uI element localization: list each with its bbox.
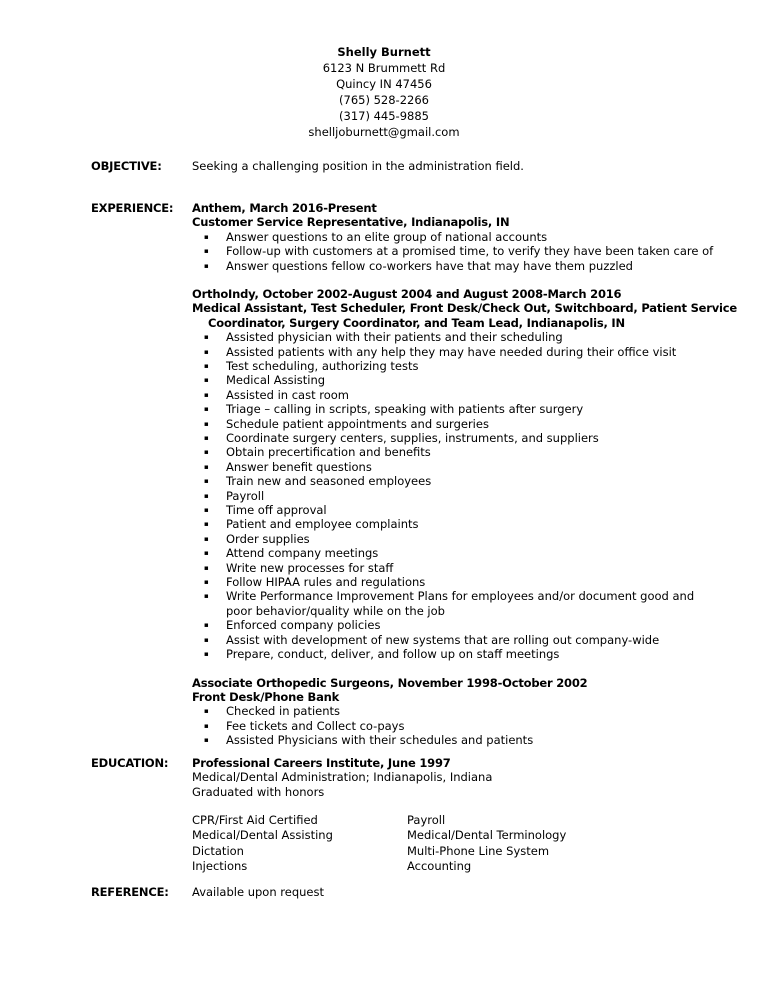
duty-text: Enforced company policies xyxy=(226,618,381,633)
duty-item xyxy=(192,359,712,373)
duty-text: Checked in patients xyxy=(226,704,341,719)
job-entry xyxy=(192,201,712,273)
bullet-icon: ▪ xyxy=(204,592,209,601)
duty-item xyxy=(192,259,712,273)
bullet-icon: ▪ xyxy=(204,361,209,370)
duty-text: Follow-up with customers at a promised time, to verify they have been taken care of xyxy=(226,244,714,259)
bullet-icon: ▪ xyxy=(204,707,209,716)
duty-text: Coordinate surgery centers, supplies, instruments, and suppliers xyxy=(226,431,599,446)
bullet-icon: ▪ xyxy=(204,563,209,572)
bullet-icon: ▪ xyxy=(204,477,209,486)
job-title: Medical Assistant, Test Scheduler, Front Desk/Check Out, Switchboard, Patient Service xyxy=(192,301,737,316)
phone-1: (765) 528-2266 xyxy=(339,93,429,107)
duty-item xyxy=(192,733,712,747)
duty-text: Answer questions to an elite group of national accounts xyxy=(226,229,548,244)
duty-text: Order supplies xyxy=(226,531,310,546)
bullet-icon: ▪ xyxy=(204,247,209,256)
job-entry xyxy=(192,287,737,662)
duty-item xyxy=(192,460,712,474)
job-duties-list xyxy=(192,330,712,661)
skill-item: Multi-Phone Line System xyxy=(407,843,550,858)
bullet-icon: ▪ xyxy=(204,462,209,471)
duty-item xyxy=(192,431,712,445)
skill-item: Medical/Dental Assisting xyxy=(192,828,333,843)
address-line-1: 6123 N Brummett Rd xyxy=(322,61,446,75)
skill-item: Dictation xyxy=(192,843,244,858)
applicant-name: Shelly Burnett xyxy=(337,45,431,59)
duty-text: Assisted patients with any help they may have needed during their office visit xyxy=(226,344,677,359)
duty-item xyxy=(192,704,712,718)
objective-section xyxy=(192,159,712,173)
duty-item xyxy=(192,373,712,387)
reference-label: REFERENCE: xyxy=(91,885,169,899)
objective-label: OBJECTIVE: xyxy=(91,159,162,173)
duty-text: Obtain precertification and benefits xyxy=(226,445,431,460)
duty-item xyxy=(192,402,712,416)
skill-item: CPR/First Aid Certified xyxy=(192,813,318,827)
skill-item: Injections xyxy=(192,859,248,874)
education-label: EDUCATION: xyxy=(91,756,169,770)
bullet-icon: ▪ xyxy=(204,448,209,457)
bullet-icon: ▪ xyxy=(204,635,209,644)
duty-item xyxy=(192,474,712,488)
experience-section xyxy=(192,201,737,748)
duty-text: Train new and seasoned employees xyxy=(226,474,432,489)
duty-text: Medical Assisting xyxy=(226,373,326,388)
bullet-icon: ▪ xyxy=(204,232,209,241)
duty-item xyxy=(192,618,712,632)
duty-item xyxy=(192,489,712,503)
job-duties-list xyxy=(192,230,712,273)
honors: Graduated with honors xyxy=(192,784,325,799)
duty-item xyxy=(192,589,706,618)
duty-item xyxy=(192,445,712,459)
duty-text: Attend company meetings xyxy=(226,546,379,561)
duty-item xyxy=(192,647,712,661)
bullet-icon: ▪ xyxy=(204,333,209,342)
bullet-icon: ▪ xyxy=(204,549,209,558)
reference-section xyxy=(192,885,712,899)
skills-row xyxy=(192,828,592,843)
duty-item xyxy=(192,503,712,517)
duty-item xyxy=(192,517,712,531)
bullet-icon: ▪ xyxy=(204,621,209,630)
duty-text: Write Performance Improvement Plans for employees and/or document good and poor behavior/quality while on the job xyxy=(226,589,695,618)
job-title: Customer Service Representative, Indianapolis, IN xyxy=(192,215,510,230)
duty-item xyxy=(192,561,712,575)
bullet-icon: ▪ xyxy=(204,506,209,515)
bullet-icon: ▪ xyxy=(204,261,209,270)
bullet-icon: ▪ xyxy=(204,736,209,745)
bullet-icon: ▪ xyxy=(204,376,209,385)
duty-text: Assisted in cast room xyxy=(226,387,349,402)
duty-item xyxy=(192,532,712,546)
skills-row xyxy=(192,844,592,859)
duty-text: Write new processes for staff xyxy=(226,560,394,575)
duty-item xyxy=(192,345,712,359)
duty-text: Prepare, conduct, deliver, and follow up on staff meetings xyxy=(226,647,560,662)
duty-text: Schedule patient appointments and surgeries xyxy=(226,416,489,431)
duty-item xyxy=(192,417,712,431)
bullet-icon: ▪ xyxy=(204,390,209,399)
duty-text: Fee tickets and Collect co-pays xyxy=(226,718,405,733)
duty-text: Patient and employee complaints xyxy=(226,517,419,532)
duty-item xyxy=(192,633,712,647)
job-duties-list xyxy=(192,704,712,747)
skills-row xyxy=(192,859,592,874)
job-employer: OrthoIndy, October 2002-August 2004 and August 2008-March 2016 xyxy=(192,287,622,301)
duty-text: Assisted Physicians with their schedules and patients xyxy=(226,733,534,748)
skills-row xyxy=(192,813,592,828)
bullet-icon: ▪ xyxy=(204,405,209,414)
contact-header xyxy=(0,44,768,140)
duty-item xyxy=(192,575,712,589)
skills-grid xyxy=(192,813,592,875)
phone-2: (317) 445-9885 xyxy=(339,109,429,123)
duty-item xyxy=(192,546,712,560)
job-entry xyxy=(192,676,712,748)
duty-text: Follow HIPAA rules and regulations xyxy=(226,575,426,590)
skill-item: Medical/Dental Terminology xyxy=(407,828,567,843)
duty-item xyxy=(192,244,712,258)
duty-text: Assist with development of new systems that are rolling out company-wide xyxy=(226,632,660,647)
school-name: Professional Careers Institute, June 1997 xyxy=(192,756,451,770)
email: shelljoburnett@gmail.com xyxy=(308,125,460,139)
bullet-icon: ▪ xyxy=(204,347,209,356)
skill-item: Payroll xyxy=(407,813,446,827)
duty-text: Time off approval xyxy=(226,503,327,518)
duty-text: Payroll xyxy=(226,488,265,503)
duty-text: Answer benefit questions xyxy=(226,459,372,474)
job-employer: Anthem, March 2016-Present xyxy=(192,201,377,215)
job-employer: Associate Orthopedic Surgeons, November 1998-October 2002 xyxy=(192,675,588,690)
duty-item xyxy=(192,388,712,402)
duty-item xyxy=(192,330,712,344)
bullet-icon: ▪ xyxy=(204,534,209,543)
duty-text: Answer questions fellow co-workers have that may have them puzzled xyxy=(226,258,633,273)
experience-label: EXPERIENCE: xyxy=(91,201,174,215)
duty-text: Triage – calling in scripts, speaking with patients after surgery xyxy=(226,402,584,417)
objective-text: Seeking a challenging position in the administration field. xyxy=(192,159,524,173)
duty-text: Assisted physician with their patients and their scheduling xyxy=(226,330,563,345)
duty-item xyxy=(192,230,712,244)
skill-item: Accounting xyxy=(407,859,472,874)
reference-text: Available upon request xyxy=(192,885,324,899)
duty-item xyxy=(192,719,712,733)
job-title: Coordinator, Surgery Coordinator, and Team Lead, Indianapolis, IN xyxy=(208,315,625,330)
bullet-icon: ▪ xyxy=(204,419,209,428)
bullet-icon: ▪ xyxy=(204,491,209,500)
bullet-icon: ▪ xyxy=(204,650,209,659)
education-section xyxy=(192,756,712,799)
bullet-icon: ▪ xyxy=(204,434,209,443)
bullet-icon: ▪ xyxy=(204,721,209,730)
bullet-icon: ▪ xyxy=(204,578,209,587)
duty-text: Test scheduling, authorizing tests xyxy=(226,358,419,373)
bullet-icon: ▪ xyxy=(204,520,209,529)
address-line-2: Quincy IN 47456 xyxy=(336,77,432,91)
program: Medical/Dental Administration; Indianapolis, Indiana xyxy=(192,770,493,785)
job-title: Front Desk/Phone Bank xyxy=(192,689,340,704)
